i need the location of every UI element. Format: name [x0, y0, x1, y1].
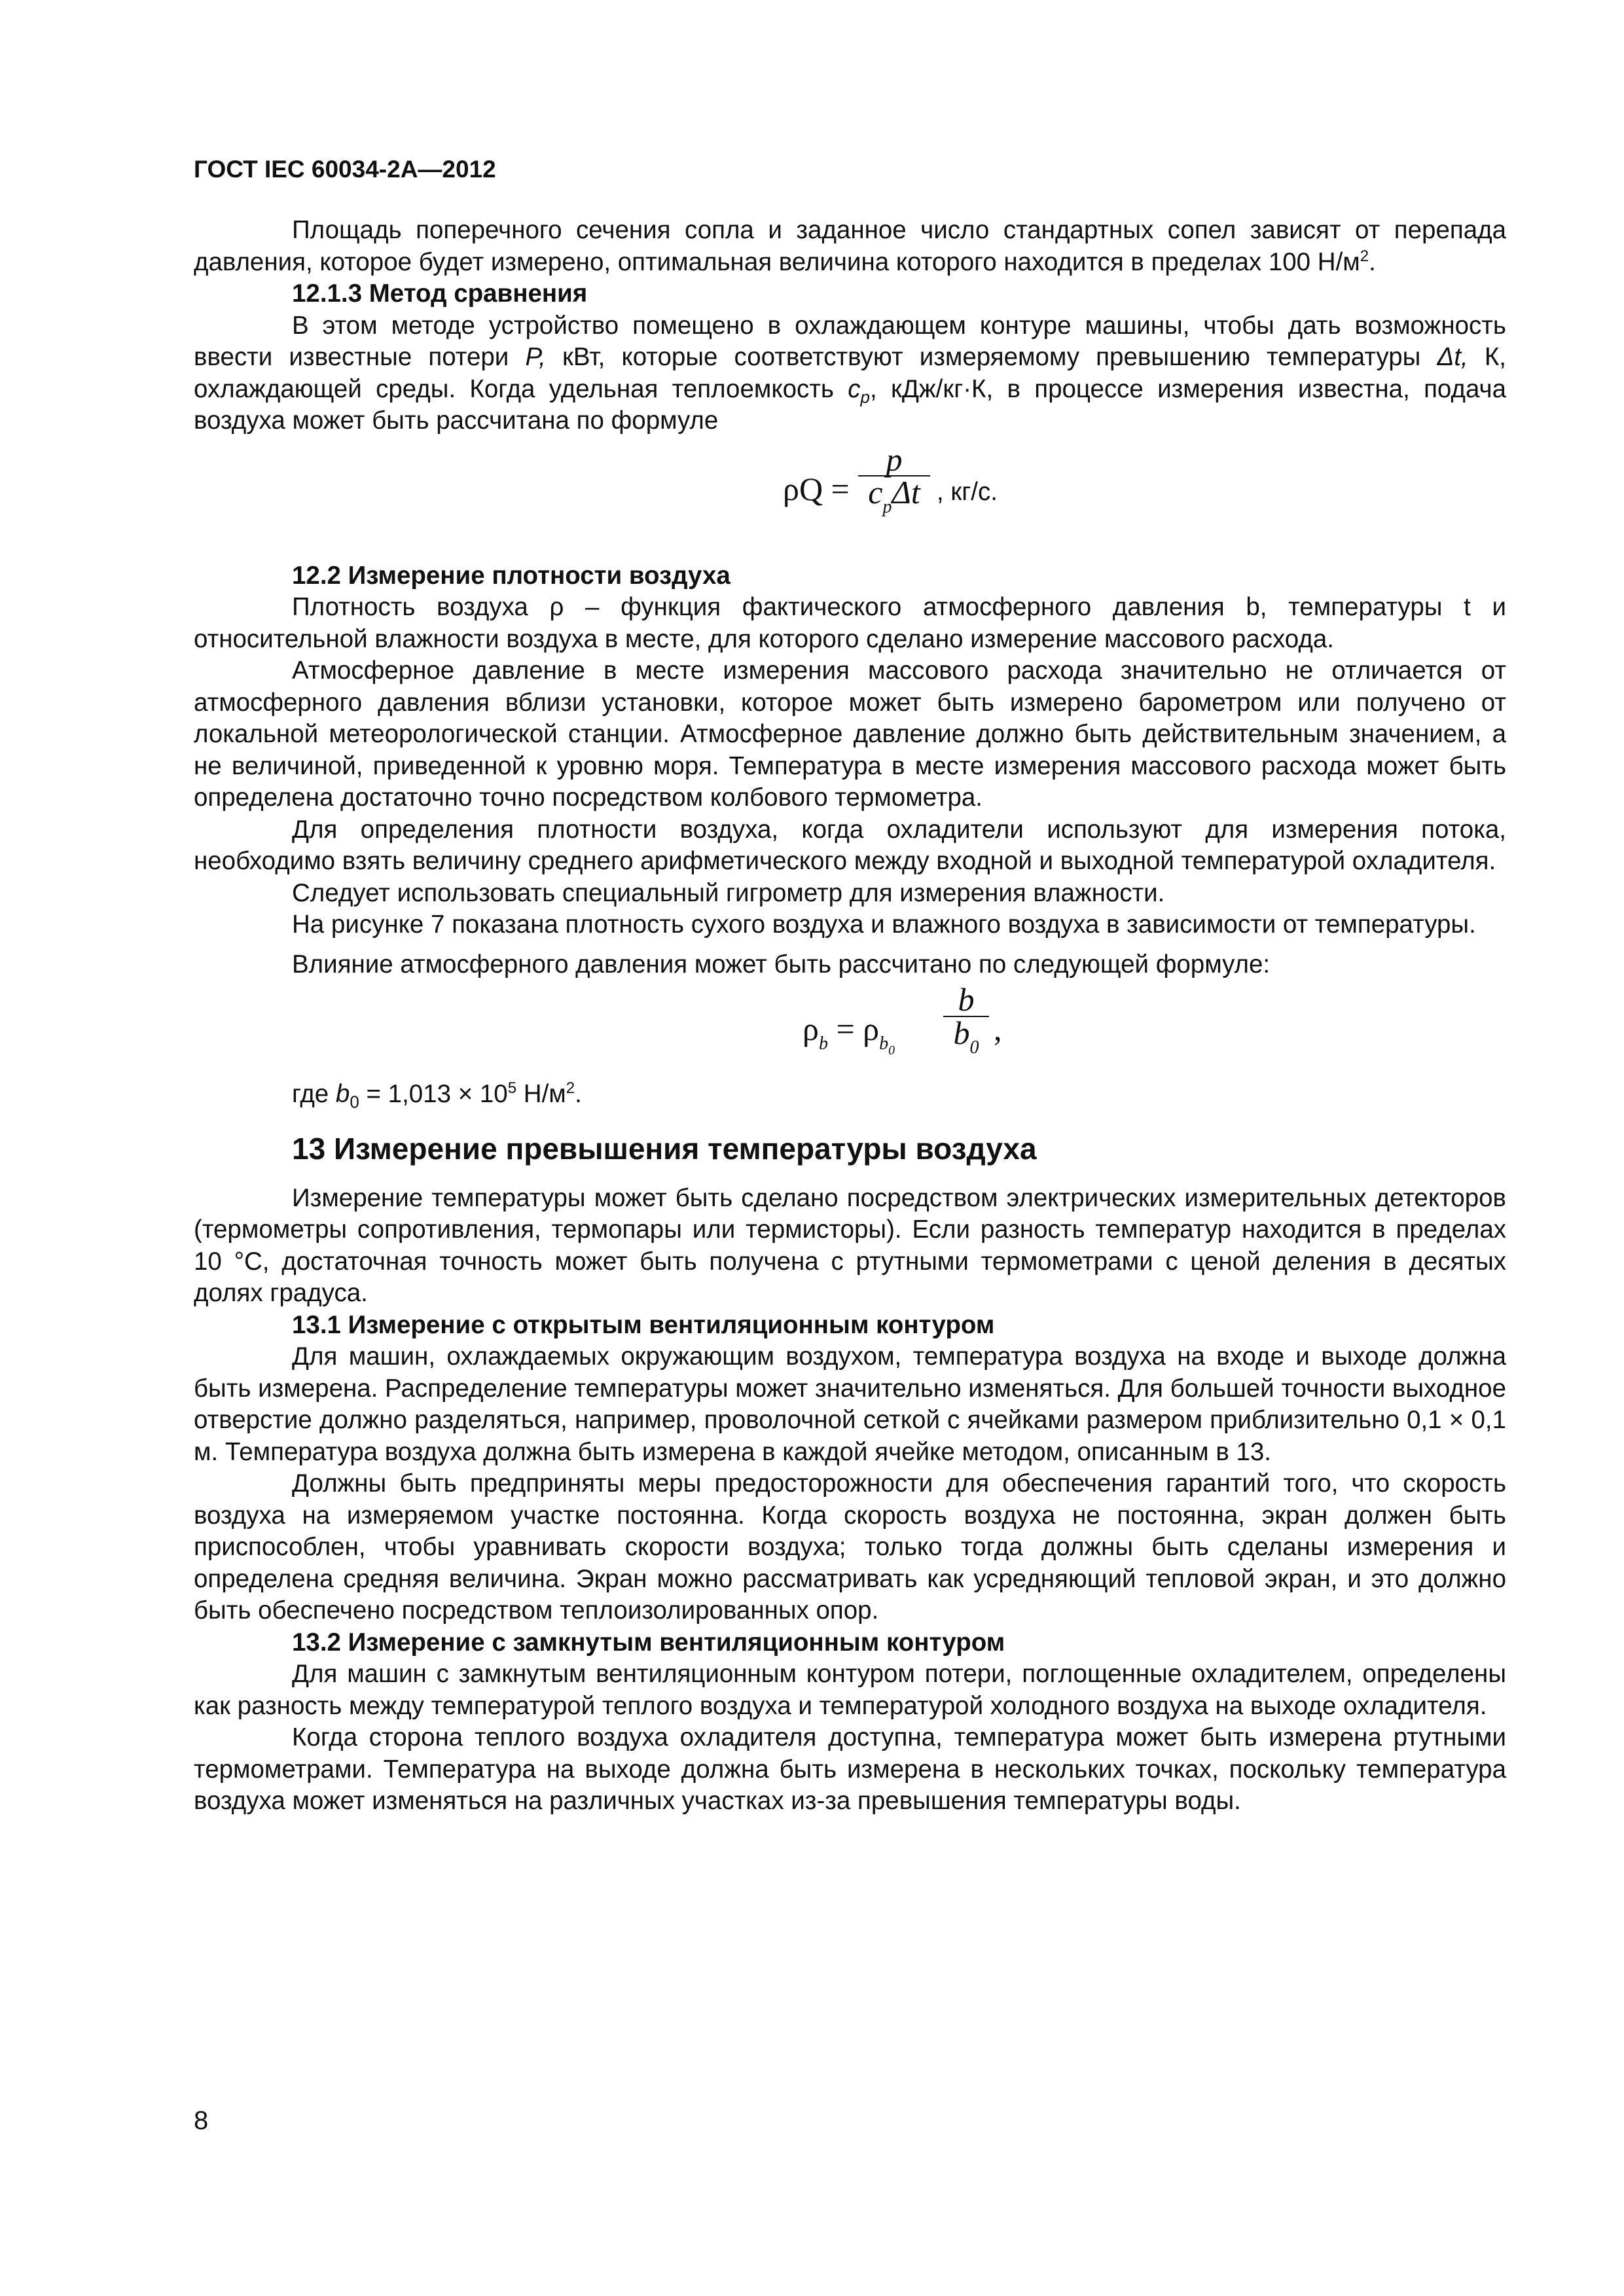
section-heading-12-2: 12.2 Измерение плотности воздуха [292, 561, 731, 590]
section-heading-13-2: 13.2 Измерение с замкнутым вентиляционным контуром [292, 1628, 1005, 1657]
section-13-2-paragraph-2: Когда сторона теплого воздуха охладителя доступна, температура может быть измерена ртутными термометрами. Температура на выходе должна быть измерена в нескольких точках, поскольку температура воздуха может изменяться на различных участках из-за превышения температуры воды. [194, 1723, 1506, 1815]
page-number: 8 [194, 2106, 209, 2135]
formula-air-flow [194, 437, 1506, 548]
section-13-1-paragraph-2: Должны быть предприняты меры предосторожности для обеспечения гарантий того, что скорость воздуха на измеряемом участке постоянна. Когда скорость воздуха не постоянна, экран должен быть приспособлен, чтобы уравнивать скорости воздуха; только тогда должны быть сделаны измерения и определена средняя величина. Экран можно рассматривать как усредняющий тепловой экран, и это должно быть обеспечено посредством теплоизолированных опор. [194, 1469, 1506, 1624]
document-header: ГОСТ IEC 60034-2A—2012 [194, 156, 496, 183]
section-13-paragraph-1: Измерение температуры может быть сделано посредством электрических измерительных детекторов (термометры сопротивления, термопары или термисторы). Если разность температур находится в пределах 10 °С, достаточная точность может быть получена с ртутными термометрами с ценой деления в десятых долях градуса. [194, 1183, 1506, 1307]
section-12-1-3-paragraph: В этом методе устройство помещено в охлаждающем контуре машины, чтобы дать возможность ввести известные потери P, кВт, которые соответствуют измеряемому превышению температуры Δt, К, охлаждающей среды. Когда удельная теплоемкость $c_p$, кДж/кг·К, в процессе измерения известна, подача воздуха может быть рассчитана по формуле [194, 311, 1506, 435]
section-heading-12-1-3: 12.1.3 Метод сравнения [292, 279, 588, 308]
section-12-2-paragraph-4: Следует использовать специальный гигрометр для измерения влажности. [292, 878, 1165, 907]
formula-pressure-lhs: $\rho_b = \rho_{b0}$ [803, 1011, 895, 1058]
formula-pressure-fraction: b $b_0$ [943, 984, 989, 1054]
section-13-1-paragraph-1: Для машин, охлаждаемых окружающим воздухом, температура воздуха на входе и выходе должна быть измерена. Распределение температуры может значительно изменяться. Для большей точности выходное отверстие должно разделяться, например, проволочной сеткой с ячейками размером приблизительно 0,1 × 0,1 м. Температура воздуха должна быть измерена в каждой ячейке методом, описанным в 13. [194, 1342, 1506, 1466]
section-heading-13: 13 Измерение превышения температуры воздуха [292, 1131, 1037, 1166]
formula-pressure: $\rho_b = \rho_{b0}$ b $b_0$ , [803, 981, 1002, 1058]
formula-fraction [858, 440, 930, 517]
formula-denominator: $c_p\Delta t$ [868, 474, 920, 517]
formula-numerator: p [886, 440, 903, 478]
section-12-2-paragraph-6: Влияние атмосферного давления может быть рассчитано по следующей формуле: [292, 950, 1271, 978]
section-12-2-paragraph-1: Плотность воздуха ρ – функция фактического атмосферного давления b, температуры t и относительной влажности воздуха в месте, для которого сделано измерение массового расхода. [194, 593, 1506, 653]
formula-unit: , кг/с. [937, 477, 998, 506]
section-heading-13-1: 13.1 Измерение с открытым вентиляционным контуром [292, 1310, 995, 1339]
document-body [194, 215, 1506, 1818]
section-12-2-paragraph-2: Атмосферное давление в месте измерения массового расхода значительно не отличается от атмосферного давления вблизи установки, которое может быть измерено барометром или получено от локальной метеорологической станции. Атмосферное давление должно быть действительным значением, а не величиной, приведенной к уровню моря. Температура в месте измерения массового расхода может быть определена достаточно точно посредством колбового термометра. [194, 656, 1506, 812]
formula-where-line: где $b_0 = 1,013 \times 10^5$ $Н/м^2$. [292, 1079, 582, 1112]
section-12-2-paragraph-5: На рисунке 7 показана плотность сухого воздуха и влажного воздуха в зависимости от температуры. [292, 910, 1476, 939]
intro-paragraph: Площадь поперечного сечения сопла и заданное число стандартных сопел зависят от перепада давления, которое будет измерено, оптимальная величина которого находится в пределах 100 $Н/м^2$. [194, 216, 1506, 276]
section-13-2-paragraph-1: Для машин с замкнутым вентиляционным контуром потери, поглощенные охладителем, определены как разность между температурой теплого воздуха и температурой холодного воздуха на выходе охладителя. [194, 1660, 1506, 1720]
section-12-2-paragraph-3: Для определения плотности воздуха, когда охладители используют для измерения потока, необходимо взять величину среднего арифметического между входной и выходной температурой охладителя. [194, 815, 1506, 875]
formula-lhs: ρQ = [783, 470, 850, 507]
